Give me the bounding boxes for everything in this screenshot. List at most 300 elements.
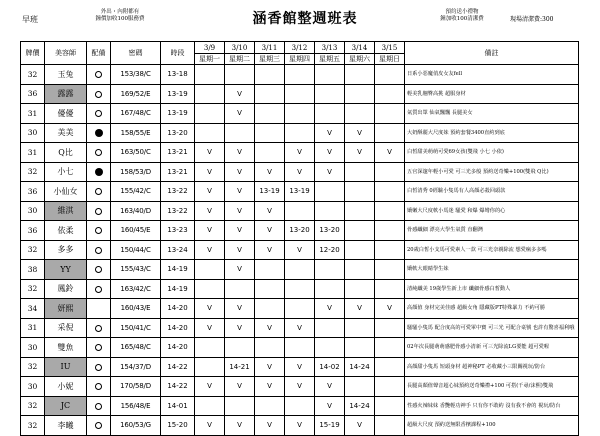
day-cell: V (195, 318, 225, 338)
day-cell (375, 104, 405, 124)
open-circle-icon (95, 71, 102, 78)
day-cell (375, 65, 405, 85)
day-cell (255, 279, 285, 299)
day-cell (345, 318, 375, 338)
col-header-mark: 配備 (87, 42, 111, 65)
open-circle-icon (95, 208, 102, 215)
day-cell (255, 396, 285, 416)
mark-cell (87, 338, 111, 358)
day-cell (315, 318, 345, 338)
therapist-name: 采倪 (45, 318, 87, 338)
mark-cell (87, 65, 111, 85)
time-slot: 14-22 (161, 377, 195, 397)
rate-cell: 32 (21, 240, 45, 260)
table-row (21, 143, 579, 163)
day-cell (285, 279, 315, 299)
col-header-time: 時段 (161, 42, 195, 65)
day-cell (285, 201, 315, 221)
mark-cell (87, 357, 111, 377)
therapist-name: 美美 (45, 123, 87, 143)
day-cell: V (375, 143, 405, 163)
note-cell: 氣質出眾 仙氣飄飄 長腿美女 (405, 104, 579, 124)
day-cell (225, 338, 255, 358)
note-cell: 清純纖美 19歲學生新上市 纖細骨感白皙動人 (405, 279, 579, 299)
day-cell: V (315, 162, 345, 182)
day-cell (375, 377, 405, 397)
day-cell (375, 162, 405, 182)
note-cell: 白皙甜美萌萌可愛69女孩(雙飛 小七 小依) (405, 143, 579, 163)
rate-cell: 32 (21, 162, 45, 182)
day-cell (195, 357, 225, 377)
col-header-date: 3/14 (345, 42, 375, 54)
note-cell: 長腿高顏值聲音超心妹預約送奇樂禮+100 可搭(千尋/沫熙)雙飛 (405, 377, 579, 397)
day-cell: V (195, 162, 225, 182)
rate-cell: 36 (21, 221, 45, 241)
note-cell: 02年次長腿萌萌感肥骨感小清新 可三光除流LG要能 超可愛喔 (405, 338, 579, 358)
time-slot: 13-22 (161, 182, 195, 202)
time-slot: 13-21 (161, 143, 195, 163)
day-cell: V (225, 260, 255, 280)
day-cell: V (225, 299, 255, 319)
day-cell (375, 357, 405, 377)
rate-cell: 30 (21, 201, 45, 221)
open-circle-icon (95, 91, 102, 98)
day-cell (375, 221, 405, 241)
day-cell: V (195, 416, 225, 436)
mark-cell (87, 84, 111, 104)
col-header-weekday: 星期六 (345, 54, 375, 65)
code-cell: 163/50/C (111, 143, 161, 163)
open-circle-icon (95, 110, 102, 117)
day-cell (255, 143, 285, 163)
day-cell: V (285, 377, 315, 397)
day-cell: V (315, 396, 345, 416)
day-cell (285, 260, 315, 280)
col-header-weekday: 星期一 (195, 54, 225, 65)
day-cell: 12-20 (315, 240, 345, 260)
open-circle-icon (95, 149, 102, 156)
day-cell: V (285, 162, 315, 182)
col-header-date: 3/11 (255, 42, 285, 54)
filled-circle-icon (95, 168, 103, 176)
note-cell: 高顏值 身材完美佳感 超級女角 隱藏版PT特殊暴力 不約可勝 (405, 299, 579, 319)
day-cell (375, 396, 405, 416)
open-circle-icon (95, 383, 102, 390)
header-fee-note: 現場清潔費:300 (510, 16, 554, 23)
day-cell (375, 201, 405, 221)
day-cell: V (225, 416, 255, 436)
day-cell (195, 338, 225, 358)
time-slot: 14-20 (161, 338, 195, 358)
day-cell (345, 182, 375, 202)
note-cell: 骨感纖細 漂亮大學生氣質 直翻灣 (405, 221, 579, 241)
code-cell: 158/55/E (111, 123, 161, 143)
note-cell: 輕美乳翹臀高挑 超服身材 (405, 84, 579, 104)
therapist-name: JC (45, 396, 87, 416)
day-cell: V (255, 221, 285, 241)
code-cell: 153/38/C (111, 65, 161, 85)
day-cell: V (195, 201, 225, 221)
table-row (21, 279, 579, 299)
day-cell (315, 260, 345, 280)
rate-cell: 36 (21, 182, 45, 202)
time-slot: 14-19 (161, 279, 195, 299)
note-cell: 嬌軟大眼睛學生妹 (405, 260, 579, 280)
rate-cell: 31 (21, 104, 45, 124)
mark-cell (87, 299, 111, 319)
day-cell: 14-21 (225, 357, 255, 377)
col-header-name: 美容師 (45, 42, 87, 65)
mark-cell (87, 182, 111, 202)
day-cell: V (225, 240, 255, 260)
code-cell: 163/42/C (111, 279, 161, 299)
day-cell (315, 84, 345, 104)
table-row (21, 260, 579, 280)
col-header-number: 牌價 (21, 42, 45, 65)
therapist-name: 依柔 (45, 221, 87, 241)
day-cell: V (225, 201, 255, 221)
mark-cell (87, 260, 111, 280)
day-cell: V (315, 143, 345, 163)
day-cell (285, 84, 315, 104)
code-cell: 163/40/D (111, 201, 161, 221)
rate-cell: 32 (21, 416, 45, 436)
shift-label: 早班 (22, 15, 38, 24)
table-row (21, 221, 579, 241)
day-cell: V (195, 143, 225, 163)
note-cell: 大奶酥麗大尺度妹 預約套餐3400直約到底 (405, 123, 579, 143)
table-row (21, 377, 579, 397)
mark-cell (87, 396, 111, 416)
day-cell (375, 318, 405, 338)
note-cell: 五官深邃年輕小可愛 可三光多般 預約送奇樂+100(雙飛 Q比) (405, 162, 579, 182)
table-row (21, 182, 579, 202)
rate-cell: 30 (21, 338, 45, 358)
header-note-left: 外出・內附都有 鐘價加收100服務費 (95, 9, 145, 22)
col-header-code: 密碼 (111, 42, 161, 65)
code-cell: 160/43/E (111, 299, 161, 319)
day-cell (285, 104, 315, 124)
table-row (21, 396, 579, 416)
day-cell (195, 279, 225, 299)
day-cell: 14-24 (345, 357, 375, 377)
code-cell: 154/37/D (111, 357, 161, 377)
col-header-weekday: 星期五 (315, 54, 345, 65)
open-circle-icon (95, 227, 102, 234)
therapist-name: Q比 (45, 143, 87, 163)
therapist-name: 玉兔 (45, 65, 87, 85)
schedule-body (21, 65, 579, 436)
rate-cell: 32 (21, 357, 45, 377)
day-cell (255, 84, 285, 104)
mark-cell (87, 240, 111, 260)
therapist-name: 雙魚 (45, 338, 87, 358)
day-cell (285, 338, 315, 358)
day-cell (375, 123, 405, 143)
day-cell: V (345, 143, 375, 163)
filled-circle-icon (95, 129, 103, 137)
therapist-name: 優優 (45, 104, 87, 124)
mark-cell (87, 377, 111, 397)
code-cell: 156/48/E (111, 396, 161, 416)
code-cell: 160/53/G (111, 416, 161, 436)
rate-cell: 32 (21, 279, 45, 299)
note-cell: 白皙清秀 0經驗小隻馬有人高顏必殺回頭款 (405, 182, 579, 202)
note-cell: 20歲白皙小支馬可愛素人一款 可三光奈親除流 想愛瘋多多嗎 (405, 240, 579, 260)
day-cell: V (225, 377, 255, 397)
day-cell (375, 84, 405, 104)
col-header-date: 3/10 (225, 42, 255, 54)
day-cell (195, 84, 225, 104)
open-circle-icon (95, 403, 102, 410)
day-cell (255, 338, 285, 358)
col-header-weekday: 星期二 (225, 54, 255, 65)
time-slot: 13-24 (161, 240, 195, 260)
day-cell (285, 396, 315, 416)
day-cell (255, 299, 285, 319)
day-cell (345, 260, 375, 280)
table-row (21, 162, 579, 182)
code-cell: 170/58/D (111, 377, 161, 397)
day-cell: 15-19 (315, 416, 345, 436)
table-row (21, 299, 579, 319)
time-slot: 14-20 (161, 299, 195, 319)
col-header-weekday: 星期四 (285, 54, 315, 65)
therapist-name: IU (45, 357, 87, 377)
schedule-table (20, 41, 579, 436)
open-circle-icon (95, 422, 102, 429)
day-cell (375, 182, 405, 202)
day-cell: V (255, 377, 285, 397)
note-cell: 超級大尺度 預約送無限香檳課程+100 (405, 416, 579, 436)
day-cell (315, 65, 345, 85)
day-cell: V (375, 299, 405, 319)
therapist-name: 小仙女 (45, 182, 87, 202)
day-cell: V (225, 318, 255, 338)
day-cell: V (255, 318, 285, 338)
time-slot: 14-20 (161, 318, 195, 338)
table-row (21, 65, 579, 85)
table-row (21, 104, 579, 124)
day-cell: V (225, 182, 255, 202)
open-circle-icon (95, 364, 102, 371)
day-cell (285, 65, 315, 85)
day-cell: 13-19 (255, 182, 285, 202)
open-circle-icon (95, 188, 102, 195)
time-slot: 13-18 (161, 65, 195, 85)
mark-cell (87, 416, 111, 436)
day-cell (195, 396, 225, 416)
day-cell (195, 260, 225, 280)
day-cell (345, 377, 375, 397)
mark-cell (87, 279, 111, 299)
therapist-name: 妍熙 (45, 299, 87, 319)
day-cell (345, 104, 375, 124)
open-circle-icon (95, 247, 102, 254)
therapist-name: 小七 (45, 162, 87, 182)
day-cell (315, 279, 345, 299)
day-cell: V (225, 84, 255, 104)
table-row (21, 357, 579, 377)
open-circle-icon (95, 286, 102, 293)
code-cell: 155/42/C (111, 182, 161, 202)
code-cell: 155/43/C (111, 260, 161, 280)
col-header-date: 3/13 (315, 42, 345, 54)
code-cell: 160/45/E (111, 221, 161, 241)
day-cell (345, 65, 375, 85)
mark-cell (87, 104, 111, 124)
note-cell: 性感火辣妹妹 香艷輕功神手 只有你不敢約 沒有我不會的 視玩/防台 (405, 396, 579, 416)
col-header-date: 3/15 (375, 42, 405, 54)
time-slot: 14-22 (161, 357, 195, 377)
time-slot: 15-20 (161, 416, 195, 436)
col-header-weekday: 星期三 (255, 54, 285, 65)
day-cell (315, 201, 345, 221)
day-cell (345, 201, 375, 221)
day-cell: V (315, 123, 345, 143)
code-cell: 165/48/C (111, 338, 161, 358)
therapist-name: 多多 (45, 240, 87, 260)
day-cell: V (285, 318, 315, 338)
day-cell: V (195, 299, 225, 319)
therapist-name: 露露 (45, 84, 87, 104)
note-cell: 高顏甜小隻馬 短頭身材 超神秘PT 必收藏小三限關視玩/防台 (405, 357, 579, 377)
day-cell: V (255, 240, 285, 260)
code-cell: 150/44/C (111, 240, 161, 260)
table-row (21, 84, 579, 104)
day-cell: V (195, 182, 225, 202)
day-cell: V (195, 240, 225, 260)
therapist-name: 鳳鈴 (45, 279, 87, 299)
day-cell (375, 279, 405, 299)
therapist-name: YY (45, 260, 87, 280)
note-cell: 日系小惡魔俏皮女友fell (405, 65, 579, 85)
open-circle-icon (95, 344, 102, 351)
day-cell (285, 299, 315, 319)
day-cell: V (285, 143, 315, 163)
day-cell (195, 123, 225, 143)
day-cell (345, 221, 375, 241)
col-header-weekday: 星期日 (375, 54, 405, 65)
time-slot: 13-20 (161, 123, 195, 143)
time-slot: 14-19 (161, 260, 195, 280)
time-slot: 13-19 (161, 104, 195, 124)
time-slot: 13-19 (161, 84, 195, 104)
day-cell: V (255, 162, 285, 182)
day-cell (315, 104, 345, 124)
mark-cell (87, 123, 111, 143)
time-slot: 13-22 (161, 201, 195, 221)
day-cell: V (225, 143, 255, 163)
day-cell (225, 65, 255, 85)
day-cell: V (315, 377, 345, 397)
day-cell (345, 338, 375, 358)
day-cell: V (285, 357, 315, 377)
day-cell: V (345, 123, 375, 143)
col-header-date: 3/12 (285, 42, 315, 54)
day-cell: 14-24 (345, 396, 375, 416)
day-cell: V (285, 416, 315, 436)
day-cell: V (225, 162, 255, 182)
day-cell (255, 65, 285, 85)
mark-cell (87, 201, 111, 221)
day-cell (315, 182, 345, 202)
open-circle-icon (95, 266, 102, 273)
day-cell (345, 240, 375, 260)
day-cell: V (315, 299, 345, 319)
day-cell: V (195, 377, 225, 397)
day-cell (195, 65, 225, 85)
day-cell: V (255, 416, 285, 436)
day-cell (255, 260, 285, 280)
rate-cell: 38 (21, 260, 45, 280)
header-note-right: 預約送小禮物 鐘加收100清潔費 (440, 9, 484, 22)
day-cell (375, 260, 405, 280)
day-cell (375, 338, 405, 358)
day-cell: V (285, 240, 315, 260)
mark-cell (87, 221, 111, 241)
day-cell (255, 104, 285, 124)
therapist-name: 李曦 (45, 416, 87, 436)
day-cell (345, 162, 375, 182)
code-cell: 167/48/C (111, 104, 161, 124)
day-cell: 13-20 (315, 221, 345, 241)
day-cell: V (255, 357, 285, 377)
day-cell: V (195, 221, 225, 241)
day-cell: 14-02 (315, 357, 345, 377)
day-cell (225, 123, 255, 143)
day-cell (285, 123, 315, 143)
day-cell (345, 279, 375, 299)
rate-cell: 31 (21, 143, 45, 163)
table-row (21, 416, 579, 436)
table-row (21, 201, 579, 221)
table-row (21, 338, 579, 358)
open-circle-icon (95, 325, 102, 332)
rate-cell: 30 (21, 377, 45, 397)
day-cell (345, 84, 375, 104)
table-row (21, 123, 579, 143)
mark-cell (87, 318, 111, 338)
therapist-name: 小妮 (45, 377, 87, 397)
col-header-date: 3/9 (195, 42, 225, 54)
code-cell: 169/52/E (111, 84, 161, 104)
mark-cell (87, 162, 111, 182)
note-cell: 騷騷小隻馬 配合度高的可愛軍中寶 可三光 可配合桌號 也許有驚喜福利哦 (405, 318, 579, 338)
day-cell (225, 396, 255, 416)
day-cell: 13-19 (285, 182, 315, 202)
note-cell: 嬌嫩大尺度軟小馬迷 騷愛 和爆 爆彎你的心 (405, 201, 579, 221)
rate-cell: 34 (21, 299, 45, 319)
col-header-note: 備註 (405, 42, 579, 65)
rate-cell: 32 (21, 396, 45, 416)
time-slot: 13-21 (161, 162, 195, 182)
code-cell: 158/53/D (111, 162, 161, 182)
day-cell (375, 240, 405, 260)
day-cell: V (225, 221, 255, 241)
day-cell (195, 104, 225, 124)
time-slot: 14-01 (161, 396, 195, 416)
day-cell (315, 338, 345, 358)
mark-cell (87, 143, 111, 163)
day-cell: V (345, 416, 375, 436)
therapist-name: 維淇 (45, 201, 87, 221)
table-row (21, 318, 579, 338)
day-cell: 13-20 (285, 221, 315, 241)
day-cell (255, 123, 285, 143)
table-row (21, 240, 579, 260)
day-cell: V (345, 299, 375, 319)
